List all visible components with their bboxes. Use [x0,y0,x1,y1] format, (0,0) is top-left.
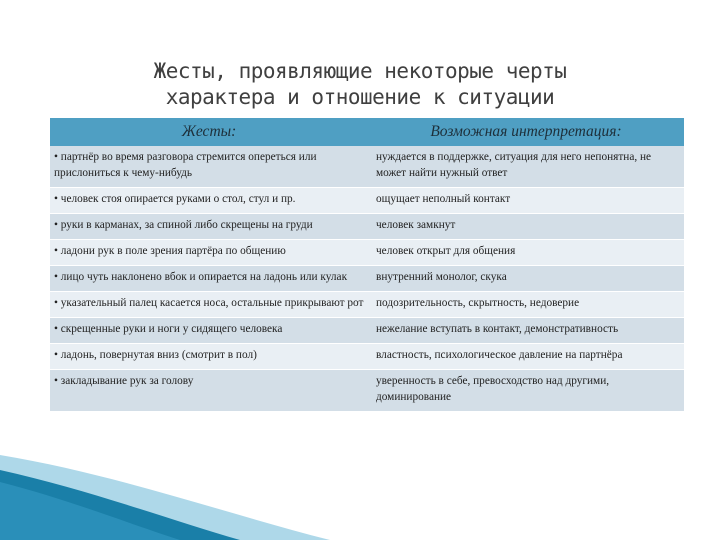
slide-title [70,58,650,110]
gesture-cell: • руки в карманах, за спиной либо скрещены на груди [50,214,368,240]
table-row [50,240,684,266]
table-row [50,146,684,188]
gesture-cell: • скрещенные руки и ноги у сидящего человека [50,318,368,344]
gestures-table [50,118,684,412]
table-row [50,318,684,344]
interpretation-cell: человек открыт для общения [368,240,684,266]
header-interpretation: Возможная интерпретация: [368,118,684,146]
interpretation-cell: внутренний монолог, скука [368,266,684,292]
gesture-cell: • партнёр во время разговора стремится опереться или прислониться к чему-нибудь [50,146,368,188]
slide-title-line-2: характера и отношение к ситуации [165,85,555,109]
gesture-cell: • лицо чуть наклонено вбок и опирается на ладонь или кулак [50,266,368,292]
interpretation-cell: подозрительность, скрытность, недоверие [368,292,684,318]
slide-title-line-1: Жесты, проявляющие некоторые черты [153,59,567,83]
gesture-cell: • человек стоя опирается руками о стол, стул и пр. [50,188,368,214]
table-row [50,214,684,240]
table-header-row [50,118,684,146]
gesture-cell: • ладони рук в поле зрения партёра по общению [50,240,368,266]
header-gestures: Жесты: [50,118,368,146]
interpretation-cell: нежелание вступать в контакт, демонстративность [368,318,684,344]
table-row [50,344,684,370]
gesture-cell: • указательный палец касается носа, остальные прикрывают рот [50,292,368,318]
table-row [50,370,684,412]
gesture-cell: • ладонь, повернутая вниз (смотрит в пол) [50,344,368,370]
interpretation-cell: человек замкнут [368,214,684,240]
interpretation-cell: нуждается в поддержке, ситуация для него непонятна, не может найти нужный ответ [368,146,684,188]
decorative-wave [0,420,720,540]
table-row [50,266,684,292]
interpretation-cell: ощущает неполный контакт [368,188,684,214]
interpretation-cell: властность, психологическое давление на партнёра [368,344,684,370]
gesture-cell: • закладывание рук за голову [50,370,368,412]
interpretation-cell: уверенность в себе, превосходство над другими, доминирование [368,370,684,412]
table-row [50,292,684,318]
table-row [50,188,684,214]
